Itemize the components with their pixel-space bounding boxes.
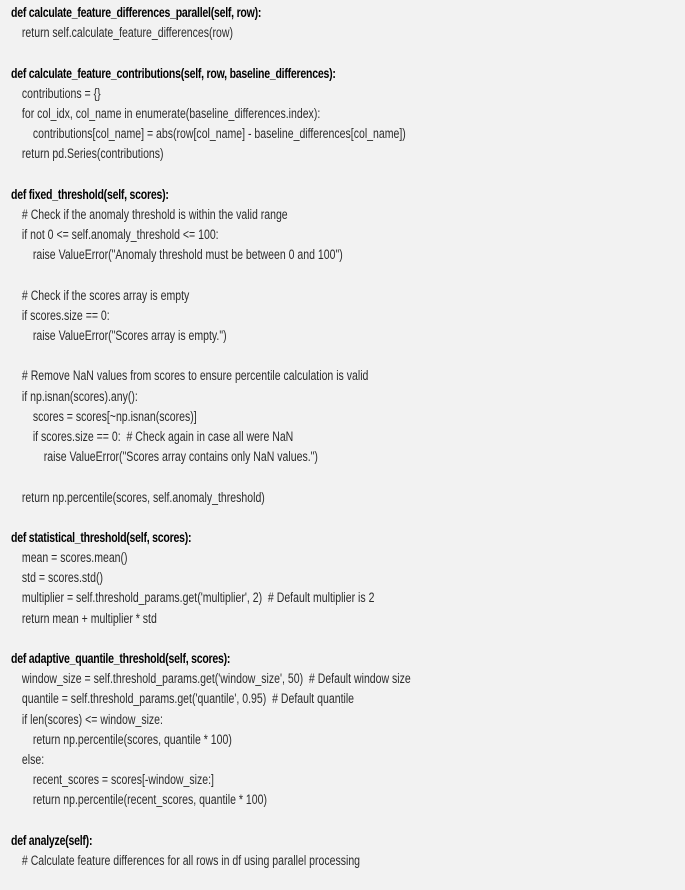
code-line: mean = scores.mean() [21,550,128,566]
function-definition-line: def adaptive_quantile_threshold(self, scores): [11,651,231,666]
code-listing [11,3,682,871]
code-line: if scores.size == 0: # Check again in case all were NaN [32,428,294,444]
code-line: return np.percentile(scores, self.anomaly_threshold) [21,489,265,505]
code-line: else: [21,751,45,767]
code-line: raise ValueError("Scores array is empty.") [32,328,227,343]
blank-line [11,467,682,487]
code-line: if len(scores) <= window_size: [21,711,163,727]
code-line: scores = scores[~np.isnan(scores)] [32,408,197,424]
code-line: return self.calculate_feature_differences(row) [21,25,234,41]
code-line: if np.isnan(scores).any(): [21,388,138,404]
function-definition-line: def statistical_threshold(self, scores): [11,529,192,545]
code-line: window_size = self.threshold_params.get('window_size', 50) # Default window size [21,671,411,687]
code-line: raise ValueError("Scores array contains only NaN values.") [43,449,318,465]
blank-line [11,811,682,831]
code-line: return np.percentile(scores, quantile * 100) [32,731,232,747]
code-line: recent_scores = scores[-window_size:] [32,772,214,788]
code-line: # Check if the anomaly threshold is within the valid range [21,206,288,222]
blank-line [11,508,682,528]
code-line: contributions[col_name] = abs(row[col_name] - baseline_differences[col_name]) [32,126,406,142]
blank-line [11,629,682,649]
function-definition-line: def fixed_threshold(self, scores): [11,186,169,202]
code-line: if not 0 <= self.anomaly_threshold <= 100: [21,227,219,243]
code-line: # Remove NaN values from scores to ensure percentile calculation is valid [21,368,369,384]
code-line: raise ValueError("Anomaly threshold must be between 0 and 100") [32,247,343,263]
code-line: quantile = self.threshold_params.get('quantile', 0.95) # Default quantile [21,691,355,707]
code-line: return mean + multiplier * std [21,610,157,626]
function-definition-line: def analyze(self): [11,832,93,848]
code-line: for col_idx, col_name in enumerate(baseline_differences.index): [21,105,321,121]
code-line: # Check if the scores array is empty [21,287,190,303]
blank-line [11,346,682,366]
code-line: # Calculate feature differences for all rows in df using parallel processing [21,852,361,868]
blank-line [11,165,682,185]
code-line: multiplier = self.threshold_params.get('multiplier', 2) # Default multiplier is 2 [21,590,375,606]
code-line: contributions = {} [21,85,101,101]
code-line: return pd.Series(contributions) [21,146,164,162]
code-line: std = scores.std() [21,570,103,586]
blank-line [11,43,682,63]
code-line: if scores.size == 0: [21,307,110,323]
function-definition-line: def calculate_feature_contributions(self, row, baseline_differences): [11,65,336,81]
function-definition-line: def calculate_feature_differences_parallel(self, row): [11,5,262,20]
code-line: return np.percentile(recent_scores, quantile * 100) [32,792,267,808]
blank-line [11,265,682,285]
